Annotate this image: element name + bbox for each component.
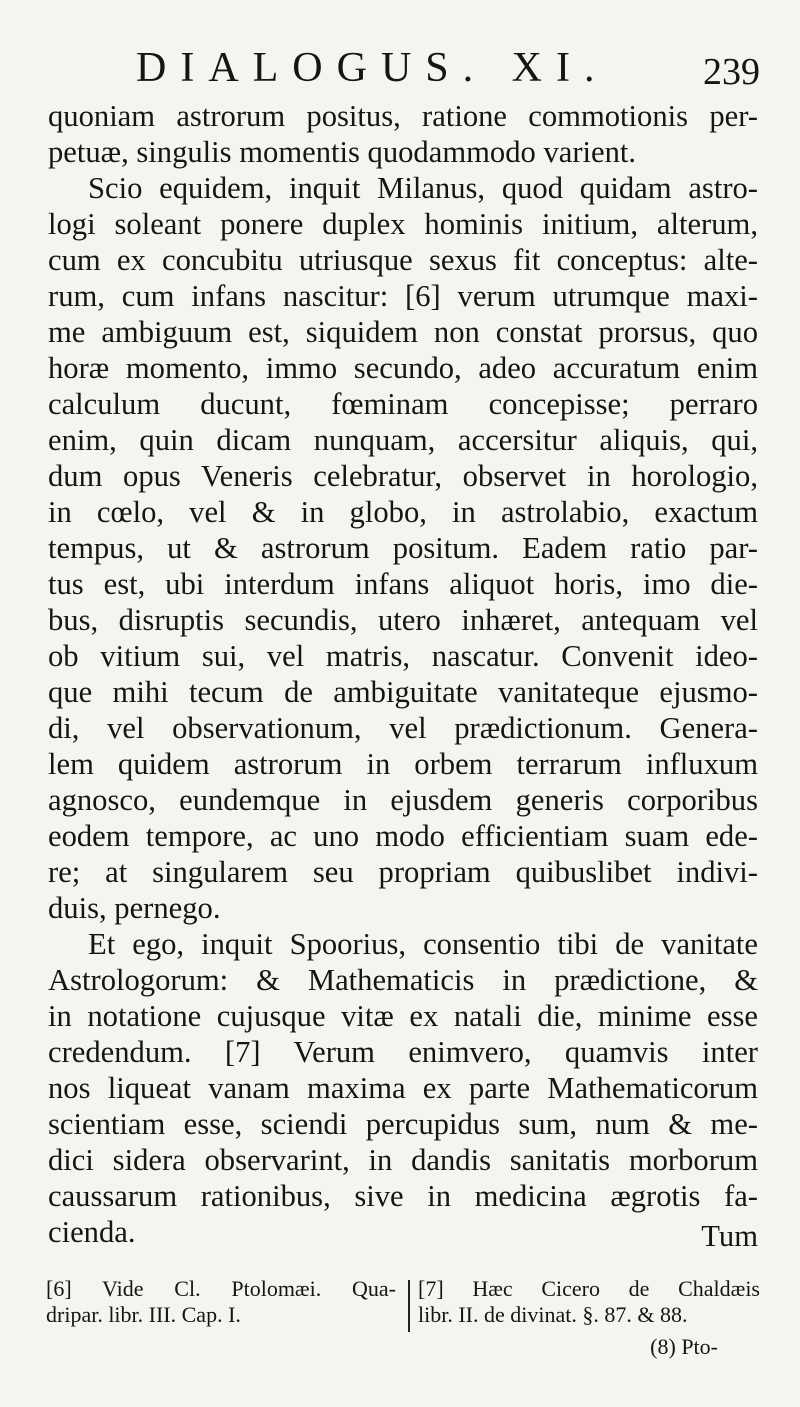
text-line: horæ momento, immo secundo, adeo accuratum enim (48, 351, 758, 385)
footnote-divider (408, 1280, 410, 1332)
text-line: dum opus Veneris celebratur, observet in horologio, (48, 459, 758, 493)
text-line: bus, disruptis secundis, utero inhæret, antequam vel (48, 603, 758, 637)
text-line: in notatione cujusque vitæ ex natali die, minime esse (48, 999, 758, 1033)
text-line: rum, cum infans nascitur: [6] verum utrumque maxi- (48, 279, 758, 313)
text-line: caussarum rationibus, sive in medicina ægrotis fa- (48, 1179, 758, 1213)
text-line: agnosco, eundemque in ejusdem generis corporibus (48, 783, 758, 817)
text-line: in cœlo, vel & in globo, in astrolabio, exactum (48, 495, 758, 529)
text-line: di, vel observationum, vel prædictionum. Genera- (48, 711, 758, 745)
text-line: Astrologorum: & Mathematicis in prædictione, & (48, 963, 758, 997)
text-line: credendum. [7] Verum enimvero, quamvis inter (48, 1035, 758, 1069)
text-line: nos liqueat vanam maxima ex parte Mathematicorum (48, 1071, 758, 1105)
text-line: scientiam esse, sciendi percupidus sum, num & me- (48, 1107, 758, 1141)
text-line: Et ego, inquit Spoorius, consentio tibi de vanitate (88, 927, 758, 961)
text-line: re; at singularem seu propriam quibuslibet indivi- (48, 855, 758, 889)
text-line: Scio equidem, inquit Milanus, quod quidam astro- (88, 171, 758, 205)
text-line: lem quidem astrorum in orbem terrarum influxum (48, 747, 758, 781)
footnote-7 (418, 1276, 760, 1328)
footnote-line: dripar. libr. III. Cap. I. (46, 1302, 241, 1327)
catchword: Tum (701, 1219, 758, 1253)
signature-mark: (8) Pto- (650, 1334, 718, 1359)
text-line: ob vitium sui, vel matris, nascatur. Convenit ideo- (48, 639, 758, 673)
running-title: DIALOGUS. XI. (136, 45, 609, 91)
footnote-line: [6] Vide Cl. Ptolomæi. Qua- (46, 1276, 396, 1301)
text-line: que mihi tecum de ambiguitate vanitateque ejusmo- (48, 675, 758, 709)
text-line: tus est, ubi interdum infans aliquot horis, imo die- (48, 567, 758, 601)
text-line: me ambiguum est, siquidem non constat prorsus, quo (48, 315, 758, 349)
text-line: calculum ducunt, fœminam concepisse; perraro (48, 387, 758, 421)
text-line: tempus, ut & astrorum positum. Eadem ratio par- (48, 531, 758, 565)
footnotes (46, 1276, 760, 1388)
body-text (48, 98, 758, 1250)
footnote-line: [7] Hæc Cicero de Chaldæis (418, 1276, 760, 1301)
footnote-6 (46, 1276, 396, 1328)
text-line: cum ex concubitu utriusque sexus fit conceptus: alte- (48, 243, 758, 277)
text-line: duis, pernego. (48, 891, 221, 925)
footnote-line: libr. II. de divinat. §. 87. & 88. (418, 1302, 688, 1327)
text-line: petuæ, singulis momentis quodammodo varient. (48, 135, 637, 169)
text-line: logi soleant ponere duplex hominis initium, alterum, (48, 207, 758, 241)
text-line: enim, quin dicam nunquam, accersitur aliquis, qui, (48, 423, 758, 457)
text-line: cienda. (48, 1215, 136, 1249)
text-line: dici sidera observarint, in dandis sanitatis morborum (48, 1143, 758, 1177)
text-line: eodem tempore, ac uno modo efficientiam suam ede- (48, 819, 758, 853)
page-number: 239 (703, 51, 760, 93)
text-line: quoniam astrorum positus, ratione commotionis per- (48, 99, 758, 133)
page-header (0, 38, 800, 98)
